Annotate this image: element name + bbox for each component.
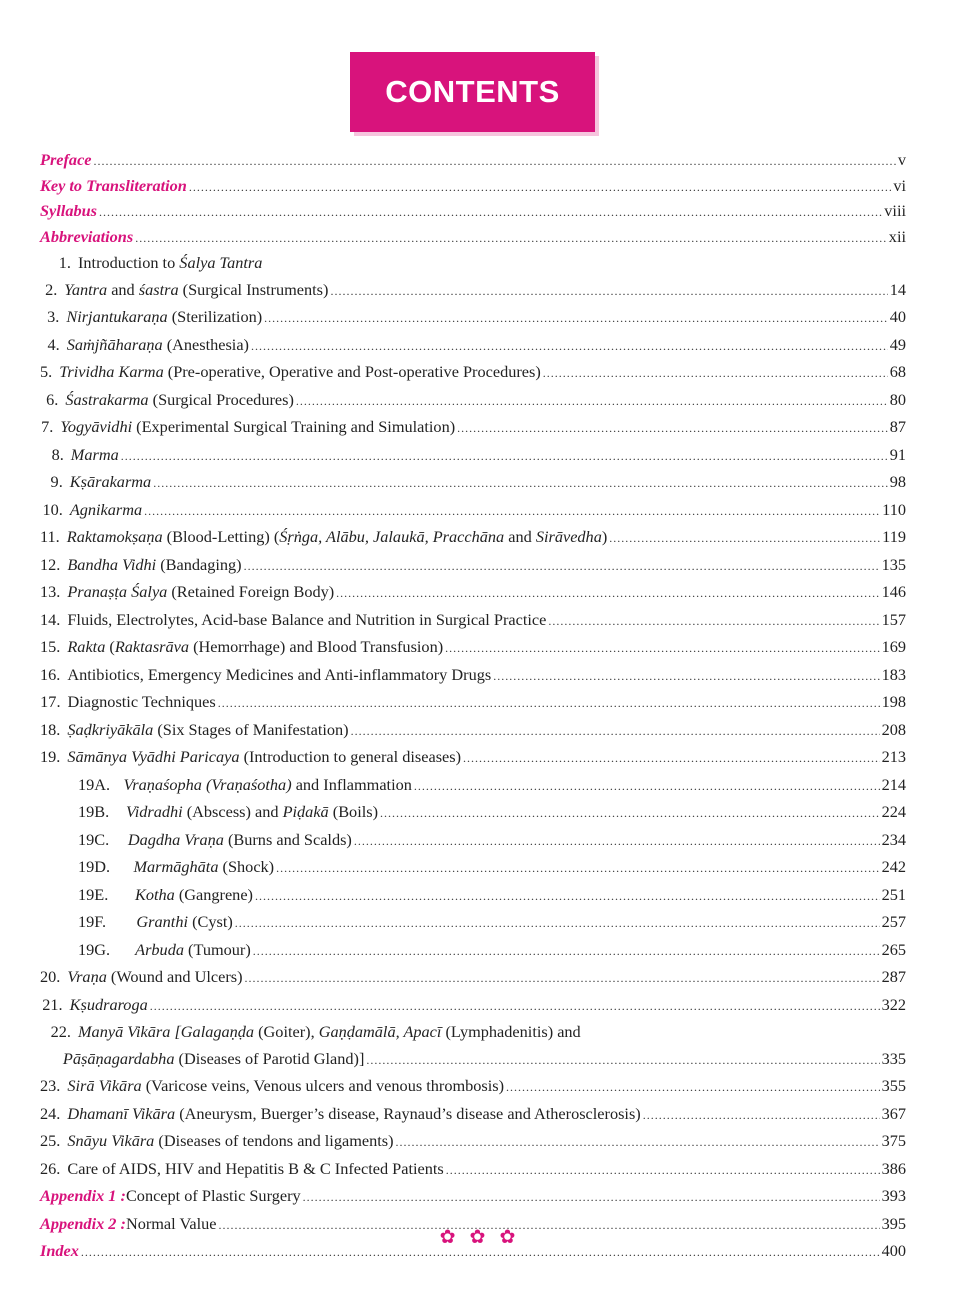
entry-title bbox=[67, 1156, 443, 1183]
dot-leader bbox=[457, 414, 888, 442]
entry-title bbox=[67, 964, 242, 991]
entry-title-italic: Agnikarma bbox=[69, 499, 143, 519]
toc-subentry[interactable] bbox=[40, 854, 906, 882]
dot-leader bbox=[251, 332, 888, 360]
entry-title bbox=[135, 937, 251, 964]
entry-title bbox=[68, 689, 216, 716]
entry-title-italic: Kotha bbox=[134, 884, 175, 904]
dot-leader bbox=[330, 277, 887, 305]
toc-entry[interactable] bbox=[40, 964, 906, 992]
toc-subentry[interactable] bbox=[40, 909, 906, 937]
page-number: 198 bbox=[881, 692, 906, 711]
entry-title-text: (Burns and Scalds) bbox=[223, 829, 352, 849]
entry-title-text: (Lymphadenitis) and bbox=[441, 1022, 581, 1041]
toc-entry[interactable] bbox=[40, 414, 906, 442]
entry-title bbox=[67, 607, 546, 634]
entry-title-text: (Six Stages of Manifestation) bbox=[153, 719, 349, 739]
dot-leader bbox=[253, 937, 880, 965]
page-number: v bbox=[897, 150, 906, 169]
entry-number: 7. bbox=[41, 417, 54, 436]
dot-leader bbox=[506, 1073, 880, 1101]
page-number: 87 bbox=[889, 417, 906, 436]
entry-title-text: (Abscess) and bbox=[182, 802, 283, 821]
page-number: 213 bbox=[881, 747, 906, 766]
entry-number: 19. bbox=[40, 747, 61, 766]
dot-leader bbox=[609, 524, 880, 552]
entry-title-italic: Sirāvedha bbox=[535, 527, 602, 546]
page-number: 157 bbox=[881, 609, 906, 629]
toc-entry[interactable] bbox=[40, 552, 906, 580]
page-number: 119 bbox=[882, 527, 906, 546]
entry-title-italic: Arbuda bbox=[135, 939, 184, 959]
entry-title-italic: Vraṇaśopha (Vraṇaśotha) bbox=[123, 774, 292, 794]
toc-entry[interactable] bbox=[40, 992, 906, 1020]
entry-title bbox=[126, 799, 378, 826]
toc-entry[interactable] bbox=[40, 634, 906, 662]
toc-entry[interactable] bbox=[40, 359, 906, 387]
entry-title-italic: Rakta bbox=[67, 637, 106, 656]
entry-title bbox=[78, 1019, 581, 1046]
page-number: 393 bbox=[881, 1186, 906, 1205]
entry-title-italic: Śṛṅga, Alābu, Jalaukā, Pracchāna bbox=[279, 527, 505, 546]
page-number: 146 bbox=[881, 582, 906, 601]
entry-title-italic: Kṣārakarma bbox=[69, 472, 152, 491]
entry-title-italic: Śalya Tantra bbox=[179, 253, 263, 272]
entry-title bbox=[70, 992, 148, 1019]
page-number: 322 bbox=[881, 994, 906, 1014]
entry-title-text: Introduction to bbox=[78, 253, 180, 272]
entry-number: 21. bbox=[42, 994, 63, 1014]
entry-number: 5. bbox=[40, 362, 53, 381]
entry-number: 8. bbox=[51, 444, 64, 464]
entry-title-text: (Surgical Instruments) bbox=[178, 279, 329, 299]
entry-title-italic: Śastrakarma bbox=[65, 389, 149, 409]
entry-title bbox=[67, 579, 334, 606]
entry-title-italic: Saṁjñāharaṇa bbox=[66, 334, 163, 354]
entry-title-italic: Yogyāvidhi bbox=[60, 417, 133, 436]
dot-leader bbox=[303, 1183, 880, 1211]
dot-leader bbox=[94, 148, 896, 174]
entry-title-italic: Raktamokṣaṇa bbox=[66, 527, 163, 546]
toc-entry[interactable] bbox=[40, 497, 906, 525]
page-title: CONTENTS bbox=[385, 74, 560, 109]
dot-leader bbox=[218, 689, 880, 717]
dot-leader bbox=[99, 199, 882, 225]
dot-leader bbox=[121, 442, 888, 470]
page-number: 386 bbox=[881, 1158, 906, 1178]
entry-title-text: and bbox=[504, 527, 536, 546]
dot-leader bbox=[463, 744, 880, 772]
page-number: 335 bbox=[881, 1048, 906, 1068]
entry-title-text: (Cyst) bbox=[188, 912, 233, 931]
entry-number: 19D. bbox=[78, 857, 111, 876]
entry-title-italic: Marmāghāta bbox=[133, 857, 219, 876]
entry-title-text: (Aneurysm, Buerger’s disease, Raynaud’s disease and Atherosclerosis) bbox=[175, 1103, 641, 1123]
dot-leader bbox=[351, 717, 880, 745]
entry-label: Appendix 1 : bbox=[40, 1186, 126, 1205]
toc-entry[interactable] bbox=[40, 469, 906, 497]
entry-title-text: ) bbox=[601, 527, 608, 546]
toc-entry[interactable] bbox=[40, 1128, 906, 1156]
page-number: vi bbox=[893, 175, 906, 195]
chapter-list-2 bbox=[40, 964, 906, 1019]
chapter-list-3 bbox=[40, 1073, 906, 1183]
entry-title bbox=[67, 744, 461, 771]
page-number: 80 bbox=[889, 389, 906, 409]
entry-number: 10. bbox=[42, 499, 63, 519]
entry-label: Preface bbox=[40, 150, 92, 169]
entry-label: Syllabus bbox=[40, 201, 98, 220]
dot-leader bbox=[153, 469, 888, 497]
dot-leader bbox=[264, 304, 888, 332]
entry-title bbox=[71, 442, 119, 469]
entry-title-text: (Gangrene) bbox=[174, 884, 253, 904]
entry-number: 18. bbox=[40, 719, 61, 739]
page-number: 214 bbox=[881, 774, 906, 794]
entry-title bbox=[65, 387, 294, 414]
page-number: 257 bbox=[881, 912, 906, 931]
entry-title-text: (Anesthesia) bbox=[162, 334, 249, 354]
toc-entry[interactable] bbox=[40, 1156, 906, 1184]
entry-number: 14. bbox=[40, 609, 61, 629]
entry-title-text: (Goiter), bbox=[254, 1022, 319, 1041]
toc-entry[interactable] bbox=[40, 579, 906, 607]
toc-subentry[interactable] bbox=[40, 882, 906, 910]
entry-title bbox=[67, 332, 249, 359]
page-number: 355 bbox=[881, 1076, 906, 1095]
page-number: 208 bbox=[881, 719, 906, 739]
entry-title-italic: Piḍakā bbox=[282, 802, 329, 821]
entry-title-text: (Boils) bbox=[328, 802, 379, 821]
toc-entry[interactable] bbox=[40, 662, 906, 690]
entry-title bbox=[63, 1046, 364, 1073]
toc-entry[interactable] bbox=[40, 1073, 906, 1101]
entry-title-italic: Raktasrāva bbox=[114, 637, 189, 656]
entry-number: 1. bbox=[58, 253, 71, 272]
entry-title-text: (Pre-operative, Operative and Post-operative Procedures) bbox=[163, 362, 541, 381]
page-number: 91 bbox=[889, 444, 906, 464]
entry-number: 23. bbox=[40, 1076, 61, 1095]
toc-entry[interactable] bbox=[40, 524, 906, 552]
dot-leader bbox=[366, 1046, 879, 1074]
entry-title bbox=[67, 634, 443, 661]
entry-title bbox=[78, 250, 262, 277]
entry-title-text: (Diseases of tendons and ligaments) bbox=[154, 1131, 394, 1150]
entry-number: 3. bbox=[47, 307, 60, 326]
entry-title-text: (Introduction to general diseases) bbox=[239, 747, 462, 766]
toc-entry[interactable] bbox=[40, 174, 906, 200]
entry-title bbox=[64, 277, 328, 304]
page-number: 98 bbox=[889, 472, 906, 491]
entry-title-italic: Dagdha Vraṇa bbox=[127, 829, 224, 849]
toc-entry[interactable] bbox=[40, 1101, 906, 1129]
dot-leader bbox=[543, 359, 888, 387]
dot-leader bbox=[244, 552, 880, 580]
entry-title-text: Normal Value bbox=[125, 1213, 217, 1233]
entry-title-italic: Ṣaḍkriyākāla bbox=[67, 719, 154, 739]
page-number: viii bbox=[884, 201, 906, 220]
toc-entry[interactable] bbox=[40, 689, 906, 717]
entry-label: Appendix 2 : bbox=[40, 1213, 126, 1233]
table-of-contents bbox=[40, 148, 906, 1266]
dot-leader bbox=[235, 909, 880, 937]
entry-title bbox=[67, 662, 491, 689]
entry-number: 19E. bbox=[78, 884, 109, 904]
toc-entry-continuation[interactable] bbox=[40, 1046, 906, 1074]
dot-leader bbox=[354, 827, 880, 855]
entry-title bbox=[66, 304, 262, 331]
entry-number: 19C. bbox=[78, 829, 110, 849]
entry-number: 16. bbox=[40, 664, 61, 684]
entry-number: 17. bbox=[40, 692, 61, 711]
page-number: 367 bbox=[881, 1103, 906, 1123]
page-number: 242 bbox=[881, 857, 906, 876]
dot-leader bbox=[255, 882, 880, 910]
entry-title-text: Fluids, Electrolytes, Acid-base Balance and Nutrition in Surgical Practice bbox=[67, 609, 547, 629]
dot-leader bbox=[446, 1156, 880, 1184]
entry-number: 25. bbox=[40, 1131, 61, 1150]
entry-title-text: (Varicose veins, Venous ulcers and venous thrombosis) bbox=[141, 1076, 505, 1095]
entry-title-text: and Inflammation bbox=[291, 774, 412, 794]
toc-entry[interactable] bbox=[40, 199, 906, 225]
entry-title-italic: Sirā Vikāra bbox=[67, 1076, 142, 1095]
dot-leader bbox=[189, 174, 891, 200]
toc-entry[interactable] bbox=[40, 717, 906, 745]
entry-number: 19F. bbox=[78, 912, 107, 931]
page-number: 169 bbox=[881, 637, 906, 656]
page-number: 265 bbox=[881, 939, 906, 959]
entry-number: 12. bbox=[40, 554, 61, 574]
entry-title bbox=[133, 854, 274, 881]
entry-title-italic: Vraṇa bbox=[67, 967, 107, 986]
entry-title-italic: Granthi bbox=[136, 912, 188, 931]
page-number: 14 bbox=[889, 279, 906, 299]
page-number: 224 bbox=[881, 802, 906, 821]
entry-number: 11. bbox=[40, 527, 60, 546]
entry-title-text: (Experimental Surgical Training and Simulation) bbox=[132, 417, 456, 436]
entry-number: 19B. bbox=[78, 802, 110, 821]
entry-title-text: (Tumour) bbox=[183, 939, 251, 959]
entry-title-italic: Trividha Karma bbox=[59, 362, 164, 381]
entry-title bbox=[67, 1128, 393, 1155]
entry-title-text: ( bbox=[105, 637, 115, 656]
toc-entry[interactable] bbox=[40, 607, 906, 635]
entry-title-text: (Retained Foreign Body) bbox=[167, 582, 335, 601]
entry-title bbox=[136, 909, 232, 936]
dot-leader bbox=[150, 992, 880, 1020]
toc-entry[interactable] bbox=[40, 442, 906, 470]
dot-leader bbox=[493, 662, 879, 690]
toc-entry[interactable] bbox=[40, 744, 906, 772]
entry-label: Index bbox=[40, 1241, 79, 1260]
entry-title-text: (Hemorrhage) and Blood Transfusion) bbox=[189, 637, 444, 656]
entry-title-italic: Yantra bbox=[64, 279, 108, 299]
page-number: 287 bbox=[881, 967, 906, 986]
page-number: 375 bbox=[881, 1131, 906, 1150]
entry-title-text: (Diseases of Parotid Gland)] bbox=[174, 1048, 365, 1068]
dot-leader bbox=[135, 225, 887, 251]
page-number: 68 bbox=[889, 362, 906, 381]
toc-entry[interactable] bbox=[40, 1019, 906, 1046]
toc-entry[interactable] bbox=[40, 250, 906, 277]
ornament-flowers: ✿ ✿ ✿ bbox=[439, 1226, 520, 1248]
entry-title-italic: Dhamanī Vikāra bbox=[67, 1103, 176, 1123]
entry-title-italic: Kṣudraroga bbox=[69, 994, 148, 1014]
dot-leader bbox=[245, 964, 880, 992]
entry-title bbox=[124, 772, 412, 799]
page-number: 110 bbox=[882, 499, 906, 519]
page-number: xii bbox=[888, 226, 906, 246]
toc-entry[interactable] bbox=[40, 332, 906, 360]
dot-leader bbox=[144, 497, 880, 525]
dot-leader bbox=[548, 607, 879, 635]
page-number: 400 bbox=[881, 1241, 906, 1260]
entry-title bbox=[135, 882, 253, 909]
entry-title-italic: Vidradhi bbox=[125, 802, 183, 821]
entry-title-text: (Surgical Procedures) bbox=[148, 389, 294, 409]
entry-title-text: (Blood-Letting) ( bbox=[162, 527, 280, 546]
entry-title bbox=[59, 359, 541, 386]
entry-title-italic: Bandha Vidhi bbox=[67, 554, 157, 574]
entry-number: 19G. bbox=[78, 939, 111, 959]
entry-title-italic: Snāyu Vikāra bbox=[67, 1131, 155, 1150]
entry-title bbox=[67, 552, 241, 579]
dot-leader bbox=[296, 387, 888, 415]
subchapter-list bbox=[40, 772, 906, 965]
entry-title-text: and bbox=[107, 279, 139, 299]
entry-label: Abbreviations bbox=[40, 226, 134, 246]
toc-entry[interactable] bbox=[40, 387, 906, 415]
dot-leader bbox=[380, 799, 880, 827]
entry-number: 6. bbox=[46, 389, 59, 409]
chapter-list bbox=[40, 250, 906, 772]
entry-number: 22. bbox=[50, 1022, 71, 1041]
page-number: 251 bbox=[881, 884, 906, 904]
entry-label: Key to Transliteration bbox=[40, 175, 187, 195]
dot-leader bbox=[276, 854, 879, 882]
entry-number: 9. bbox=[50, 472, 63, 491]
entry-title-italic: Sāmānya Vyādhi Paricaya bbox=[67, 747, 240, 766]
page-number: 40 bbox=[889, 307, 906, 326]
entry-title-text: Diagnostic Techniques bbox=[67, 692, 216, 711]
entry-number: 20. bbox=[40, 967, 61, 986]
entry-title bbox=[70, 497, 142, 524]
back-matter-list bbox=[40, 1183, 906, 1266]
entry-title bbox=[128, 827, 352, 854]
entry-number: 15. bbox=[40, 637, 61, 656]
toc-entry[interactable] bbox=[40, 148, 906, 174]
toc-entry[interactable] bbox=[40, 1183, 906, 1211]
entry-number: 24. bbox=[40, 1103, 61, 1123]
entry-title-italic: Pāṣāṇagardabha bbox=[62, 1048, 175, 1068]
entry-number: 13. bbox=[40, 582, 61, 601]
chapter-22 bbox=[40, 1019, 906, 1073]
entry-title-text: Care of AIDS, HIV and Hepatitis B & C Infected Patients bbox=[67, 1158, 444, 1178]
entry-title-italic: Gaṇḍamālā, Apacī bbox=[318, 1022, 442, 1041]
entry-number: 4. bbox=[47, 334, 60, 354]
entry-title-text: Antibiotics, Emergency Medicines and Anti-inflammatory Drugs bbox=[67, 664, 492, 684]
entry-number: 19A. bbox=[78, 774, 111, 794]
dot-leader bbox=[445, 634, 879, 662]
page-number: 234 bbox=[881, 829, 906, 849]
toc-entry[interactable] bbox=[40, 225, 906, 251]
entry-title bbox=[67, 524, 608, 551]
entry-number: 26. bbox=[40, 1158, 61, 1178]
front-matter-list bbox=[40, 148, 906, 250]
page-number: 183 bbox=[881, 664, 906, 684]
dot-leader bbox=[336, 579, 879, 607]
dot-leader bbox=[396, 1128, 880, 1156]
page-number: 395 bbox=[881, 1213, 906, 1233]
dot-leader bbox=[414, 772, 880, 800]
entry-title-italic: Pranaṣṭa Śalya bbox=[67, 582, 168, 601]
toc-subentry[interactable] bbox=[40, 799, 906, 827]
entry-title-text: (Shock) bbox=[218, 857, 275, 876]
entry-title-italic: śastra bbox=[138, 279, 179, 299]
toc-entry[interactable] bbox=[40, 277, 906, 305]
entry-number: 2. bbox=[45, 279, 58, 299]
page-number: 49 bbox=[889, 334, 906, 354]
entry-title bbox=[67, 1073, 504, 1100]
entry-title-italic: Manyā Vikāra [Galagaṇḍa bbox=[78, 1022, 255, 1041]
entry-title-text: (Wound and Ulcers) bbox=[106, 967, 243, 986]
toc-subentry[interactable] bbox=[40, 827, 906, 855]
toc-subentry[interactable] bbox=[40, 772, 906, 800]
entry-title-text: (Sterilization) bbox=[167, 307, 263, 326]
entry-title-italic: Marma bbox=[70, 444, 119, 464]
entry-title bbox=[67, 717, 348, 744]
entry-title bbox=[60, 414, 455, 441]
toc-entry[interactable] bbox=[40, 304, 906, 332]
entry-title-text: (Bandaging) bbox=[156, 554, 242, 574]
toc-subentry[interactable] bbox=[40, 937, 906, 965]
entry-title bbox=[67, 1101, 640, 1128]
entry-title-italic: Nirjantukaraṇa bbox=[66, 307, 168, 326]
contents-title-box bbox=[350, 52, 595, 132]
entry-title bbox=[70, 469, 151, 496]
page-number: 135 bbox=[881, 554, 906, 574]
dot-leader bbox=[643, 1101, 880, 1129]
entry-title-text: Concept of Plastic Surgery bbox=[125, 1186, 301, 1205]
